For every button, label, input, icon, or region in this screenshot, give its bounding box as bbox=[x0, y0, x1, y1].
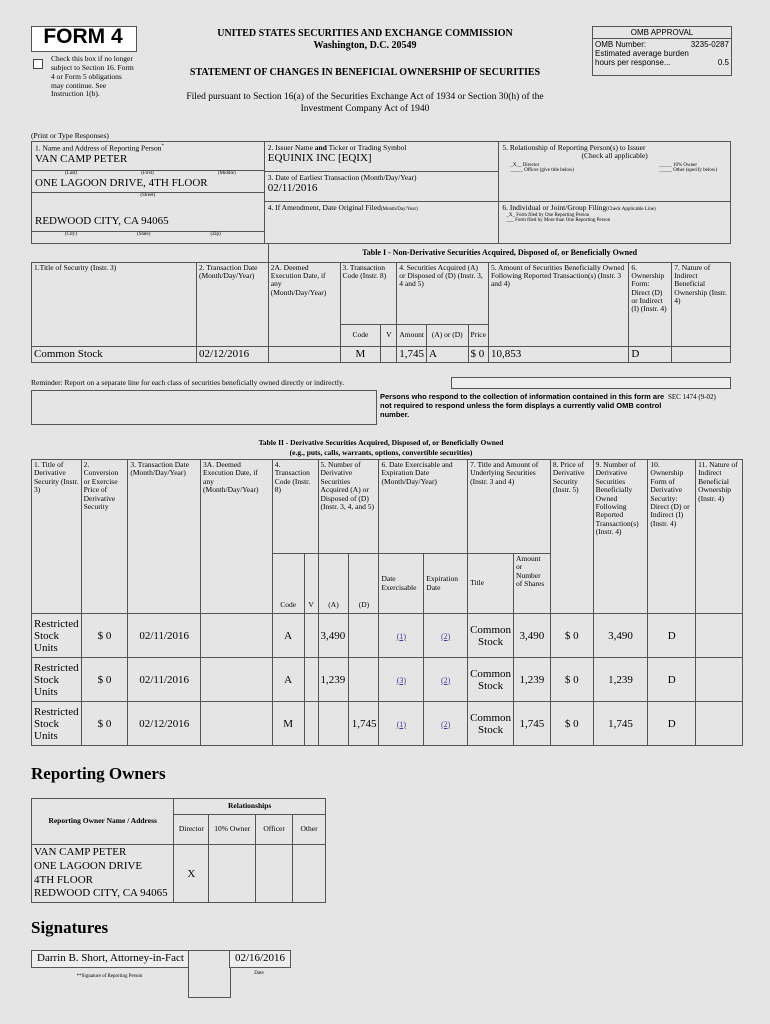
t2-a: 3,490 bbox=[318, 614, 349, 658]
t1-h-acquired: 4. Securities Acquired (A) or Disposed of (D) (Instr. 3, 4 and 5) bbox=[397, 262, 489, 324]
t1-h-amount: Amount bbox=[397, 324, 427, 346]
persons-notice: Persons who respond to the collection of information contained in this form are not required to respond unless the form displays a currently valid OMB control number. bbox=[380, 392, 665, 419]
t1-h-v: V bbox=[381, 324, 397, 346]
t2-shares: 1,745 bbox=[514, 702, 551, 746]
last-label: (Last) bbox=[65, 170, 77, 176]
officer-header: Officer bbox=[256, 815, 293, 845]
signature-label: **Signature of Reporting Person bbox=[76, 974, 143, 979]
street-label: (Street) bbox=[140, 193, 156, 199]
t2-a bbox=[318, 702, 349, 746]
t2-d bbox=[349, 658, 379, 702]
t1-h-code-sub: Code bbox=[340, 324, 381, 346]
t2-title: Common Stock bbox=[468, 614, 514, 658]
t1-h-code: 3. Transaction Code (Instr. 8) bbox=[340, 262, 397, 324]
footnote-link[interactable]: (2) bbox=[441, 631, 451, 641]
t2-deemed bbox=[201, 658, 273, 702]
t2-owned: 3,490 bbox=[593, 614, 648, 658]
t2-h-a: (A) bbox=[318, 554, 349, 614]
section-2-label: 2. Issuer Name bbox=[267, 143, 315, 152]
t2-security: Restricted Stock Units bbox=[32, 702, 82, 746]
t2-h-date-ex: Date Exercisable bbox=[379, 554, 424, 614]
t1-form: D bbox=[629, 346, 672, 362]
t2-code: A bbox=[272, 658, 304, 702]
owner-line: VAN CAMP PETER bbox=[34, 846, 127, 858]
t2-d: 1,745 bbox=[349, 702, 379, 746]
omb-approval-box bbox=[592, 26, 732, 76]
t2-shares: 3,490 bbox=[514, 614, 551, 658]
first-label: (First) bbox=[141, 170, 154, 176]
signer-name: Darrin B. Short, Attorney-in-Fact bbox=[37, 952, 184, 964]
t2-shares: 1,239 bbox=[514, 658, 551, 702]
t1-amount: 1,745 bbox=[397, 346, 427, 362]
t2-security: Restricted Stock Units bbox=[32, 658, 82, 702]
section-4-label-small: (Month/Day/Year) bbox=[380, 207, 418, 212]
t2-nature bbox=[696, 658, 743, 702]
t2-h-form: 10. Ownership Form of Derivative Security: Direct (D) or Indirect (I) (Instr. 4) bbox=[648, 460, 696, 614]
checkbox-text: Check this box if no longer subject to Section 16. Form 4 or Form 5 obligations may continue. See Instruction 1(b). bbox=[51, 54, 134, 99]
other-mark bbox=[293, 845, 326, 903]
owner10-header: 10% Owner bbox=[209, 815, 256, 845]
t1-security: Common Stock bbox=[32, 346, 197, 362]
one-person-option[interactable]: _X_ Form filed by One Reporting Person bbox=[506, 212, 590, 218]
left-blank-box bbox=[31, 390, 377, 425]
t2-v bbox=[304, 702, 318, 746]
city-label: (City) bbox=[65, 231, 77, 237]
footnote-link[interactable]: (1) bbox=[396, 631, 407, 641]
form-title: FORM 4 bbox=[43, 25, 123, 48]
zip-label: (Zip) bbox=[210, 231, 221, 237]
t2-code: M bbox=[272, 702, 304, 746]
t2-conv: $ 0 bbox=[81, 614, 128, 658]
earliest-transaction-date: 02/11/2016 bbox=[267, 182, 318, 195]
t2-exercisable-cell bbox=[379, 614, 424, 658]
t2-nature bbox=[696, 614, 743, 658]
multiple-persons-option[interactable]: ___ Form filed by More than One Reporting Person bbox=[506, 218, 611, 223]
table-row bbox=[32, 845, 326, 903]
section-5-label: 5. Relationship of Reporting Person(s) to Issuer bbox=[502, 143, 646, 152]
owner-name-header: Reporting Owner Name / Address bbox=[32, 799, 174, 845]
statement-title: STATEMENT OF CHANGES IN BENEFICIAL OWNERSHIP OF SECURITIES bbox=[189, 67, 541, 78]
table-2-subtitle: (e.g., puts, calls, warrants, options, convertible securities) bbox=[289, 448, 473, 457]
reporting-person-city: REDWOOD CITY, CA 94065 bbox=[35, 214, 169, 227]
date-box bbox=[229, 950, 291, 968]
t2-owned: 1,745 bbox=[593, 702, 648, 746]
t2-owned: 1,239 bbox=[593, 658, 648, 702]
footnote-link[interactable]: (3) bbox=[396, 675, 407, 685]
omb-hours-label: hours per response... bbox=[595, 58, 671, 67]
director-mark: X bbox=[174, 845, 209, 903]
section-1-label: 1. Name and Address of Reporting Person bbox=[35, 143, 162, 153]
t1-v bbox=[381, 346, 397, 362]
omb-hours: 0.5 bbox=[717, 58, 729, 67]
t2-deemed bbox=[201, 702, 273, 746]
footnote-link[interactable]: (1) bbox=[396, 719, 407, 729]
section-5-cell bbox=[499, 142, 731, 202]
t2-a: 1,239 bbox=[318, 658, 349, 702]
t1-h-deemed: 2A. Deemed Execution Date, if any (Month/Day/Year) bbox=[268, 262, 340, 346]
t2-h-price: 8. Price of Derivative Security (Instr. 5) bbox=[550, 460, 593, 614]
t2-price: $ 0 bbox=[550, 702, 593, 746]
filed-pursuant-2: Investment Company Act of 1940 bbox=[300, 104, 430, 114]
section-2-cell bbox=[264, 142, 499, 172]
omb-number: 3235-0287 bbox=[690, 40, 729, 49]
t2-h-security: 1. Title of Derivative Security (Instr. 3) bbox=[32, 460, 82, 614]
section-2-label-post: Ticker or Trading Symbol bbox=[326, 143, 407, 152]
t1-h-price: Price bbox=[468, 324, 488, 346]
omb-number-label: OMB Number: bbox=[595, 40, 647, 49]
table-row bbox=[32, 346, 731, 362]
reporting-owners-heading: Reporting Owners bbox=[31, 764, 166, 783]
t2-h-amount-shares: Amount or Number of Shares bbox=[514, 554, 551, 614]
t2-date: 02/11/2016 bbox=[128, 614, 201, 658]
t2-h-deemed: 3A. Deemed Execution Date, if any (Month/Day/Year) bbox=[201, 460, 273, 614]
owner-address bbox=[32, 845, 174, 903]
t1-nature bbox=[672, 346, 731, 362]
table-1 bbox=[31, 244, 731, 363]
t2-h-date: 3. Transaction Date (Month/Day/Year) bbox=[128, 460, 201, 614]
t2-h-nature: 11. Nature of Indirect Beneficial Ownership (Instr. 4) bbox=[696, 460, 743, 614]
t2-price: $ 0 bbox=[550, 658, 593, 702]
table-row bbox=[32, 702, 743, 746]
signature-date: 02/16/2016 bbox=[234, 952, 286, 964]
section-6-label: 6. Individual or Joint/Group Filing bbox=[502, 203, 607, 212]
owner-line: 4TH FLOOR bbox=[34, 873, 93, 886]
relationships-header: Relationships bbox=[174, 799, 326, 815]
omb-title: OMB APPROVAL bbox=[593, 27, 731, 39]
table-2-title: Table II - Derivative Securities Acquired, Disposed of, or Beneficially Owned bbox=[258, 438, 504, 447]
t2-title: Common Stock bbox=[468, 702, 514, 746]
issuer-name: EQUINIX INC [EQIX] bbox=[267, 152, 372, 165]
middle-label: (Middle) bbox=[217, 170, 236, 176]
t1-h-security: 1.Title of Security (Instr. 3) bbox=[32, 262, 197, 346]
t1-date: 02/12/2016 bbox=[196, 346, 268, 362]
omb-burden: Estimated average burden bbox=[595, 49, 689, 58]
t2-conv: $ 0 bbox=[81, 658, 128, 702]
section-6-label-small: (Check Applicable Line) bbox=[606, 207, 656, 212]
t2-h-conv: 2. Conversion or Exercise Price of Derivative Security bbox=[81, 460, 128, 614]
owner-line: REDWOOD CITY, CA 94065 bbox=[34, 887, 168, 900]
owner10-mark bbox=[209, 845, 256, 903]
t2-v bbox=[304, 658, 318, 702]
t2-exercisable-cell bbox=[379, 702, 424, 746]
director-header: Director bbox=[174, 815, 209, 845]
t2-h-code-sub: Code bbox=[272, 554, 304, 614]
reporting-person-name: VAN CAMP PETER bbox=[35, 152, 128, 165]
t2-expiration-cell bbox=[424, 658, 468, 702]
signature-box bbox=[31, 950, 190, 968]
t2-form: D bbox=[648, 658, 696, 702]
t2-h-exp: Expiration Date bbox=[424, 554, 468, 614]
t1-price: $ 0 bbox=[468, 346, 488, 362]
section-2-label-and: and bbox=[314, 143, 327, 152]
section-5-sub: (Check all applicable) bbox=[581, 151, 648, 161]
t1-h-aord: (A) or (D) bbox=[427, 324, 469, 346]
footnote-link[interactable]: (2) bbox=[441, 719, 451, 729]
t1-code: M bbox=[340, 346, 381, 362]
t2-h-owned: 9. Number of Derivative Securities Beneficially Owned Following Reported Transaction(s) (Instr. 4) bbox=[593, 460, 648, 614]
t2-v bbox=[304, 614, 318, 658]
reminder-text: Reminder: Report on a separate line for each class of securities beneficially owned directly or indirectly. bbox=[31, 378, 345, 387]
owner10-option[interactable]: _____ 10% Owner bbox=[659, 162, 697, 168]
filed-pursuant-1: Filed pursuant to Section 16(a) of the Securities Exchange Act of 1934 or Section 30(h) of the bbox=[186, 92, 544, 102]
state-label: (State) bbox=[137, 231, 151, 237]
t1-aord: A bbox=[427, 346, 469, 362]
sec-code: SEC 1474 (9-02) bbox=[668, 393, 716, 401]
t2-form: D bbox=[648, 702, 696, 746]
print-note: (Print or Type Responses) bbox=[31, 131, 109, 140]
t1-owned: 10,853 bbox=[488, 346, 628, 362]
t1-h-date: 2. Transaction Date (Month/Day/Year) bbox=[196, 262, 268, 346]
t2-h-underlying: 7. Title and Amount of Underlying Securities (Instr. 3 and 4) bbox=[468, 460, 551, 554]
t2-deemed bbox=[201, 614, 273, 658]
other-header: Other bbox=[293, 815, 326, 845]
t2-title: Common Stock bbox=[468, 658, 514, 702]
reminder-blank-box bbox=[451, 377, 731, 389]
t2-security: Restricted Stock Units bbox=[32, 614, 82, 658]
t2-price: $ 0 bbox=[550, 614, 593, 658]
agency-name: UNITED STATES SECURITIES AND EXCHANGE COMMISSION bbox=[217, 28, 513, 39]
no-longer-subject-checkbox[interactable] bbox=[33, 56, 43, 74]
director-option[interactable]: _X__ Director bbox=[510, 162, 540, 168]
t1-h-owned: 5. Amount of Securities Beneficially Owned Following Reported Transaction(s) (Instr. 3 and 4) bbox=[488, 262, 628, 346]
t1-h-form: 6. Ownership Form: Direct (D) or Indirect (I) (Instr. 4) bbox=[629, 262, 672, 346]
t2-expiration-cell bbox=[424, 614, 468, 658]
t2-h-exercisable: 6. Date Exercisable and Expiration Date (Month/Day/Year) bbox=[379, 460, 468, 554]
t2-h-d: (D) bbox=[349, 554, 379, 614]
t2-code: A bbox=[272, 614, 304, 658]
reporting-person-street: ONE LAGOON DRIVE, 4TH FLOOR bbox=[35, 177, 208, 190]
section-6-cell bbox=[499, 202, 731, 244]
t2-exercisable-cell bbox=[379, 658, 424, 702]
signature-spacer-box bbox=[188, 950, 231, 998]
t1-h-nature: 7. Nature of Indirect Beneficial Ownership (Instr. 4) bbox=[672, 262, 731, 346]
date-label: Date bbox=[254, 971, 264, 976]
t2-date: 02/12/2016 bbox=[128, 702, 201, 746]
t2-conv: $ 0 bbox=[81, 702, 128, 746]
signatures-heading: Signatures bbox=[31, 918, 109, 937]
other-option[interactable]: _____ Other (specify below) bbox=[659, 168, 717, 174]
owner-line: ONE LAGOON DRIVE bbox=[34, 859, 143, 872]
section-3-label: 3. Date of Earliest Transaction (Month/Day/Year) bbox=[267, 173, 417, 182]
officer-mark bbox=[256, 845, 293, 903]
reporting-owners-table bbox=[31, 798, 326, 903]
table-row bbox=[32, 614, 743, 658]
t2-date: 02/11/2016 bbox=[128, 658, 201, 702]
t2-h-number: 5. Number of Derivative Securities Acquired (A) or Disposed of (D) (Instr. 3, 4, and 5) bbox=[318, 460, 379, 554]
t2-h-v: V bbox=[304, 554, 318, 614]
t2-expiration-cell bbox=[424, 702, 468, 746]
table-2 bbox=[31, 459, 743, 746]
section-4-label: 4. If Amendment, Date Original Filed bbox=[267, 203, 381, 212]
t2-nature bbox=[696, 702, 743, 746]
footnote-link[interactable]: (2) bbox=[441, 675, 451, 685]
t1-deemed bbox=[268, 346, 340, 362]
t2-h-title: Title bbox=[468, 554, 514, 614]
t2-form: D bbox=[648, 614, 696, 658]
reporting-person-section bbox=[31, 141, 731, 244]
section-3-cell bbox=[264, 172, 499, 202]
section-4-cell bbox=[264, 202, 499, 244]
section-1-mark: * bbox=[161, 144, 164, 149]
agency-city: Washington, D.C. 20549 bbox=[313, 40, 417, 51]
t2-d bbox=[349, 614, 379, 658]
table-row bbox=[32, 658, 743, 702]
officer-option[interactable]: _____ Officer (give title below) bbox=[510, 168, 575, 174]
table-1-title: Table I - Non-Derivative Securities Acquired, Disposed of, or Beneficially Owned bbox=[268, 244, 730, 262]
t2-h-code: 4. Transaction Code (Instr. 8) bbox=[272, 460, 318, 554]
section-1-cell bbox=[32, 142, 265, 244]
